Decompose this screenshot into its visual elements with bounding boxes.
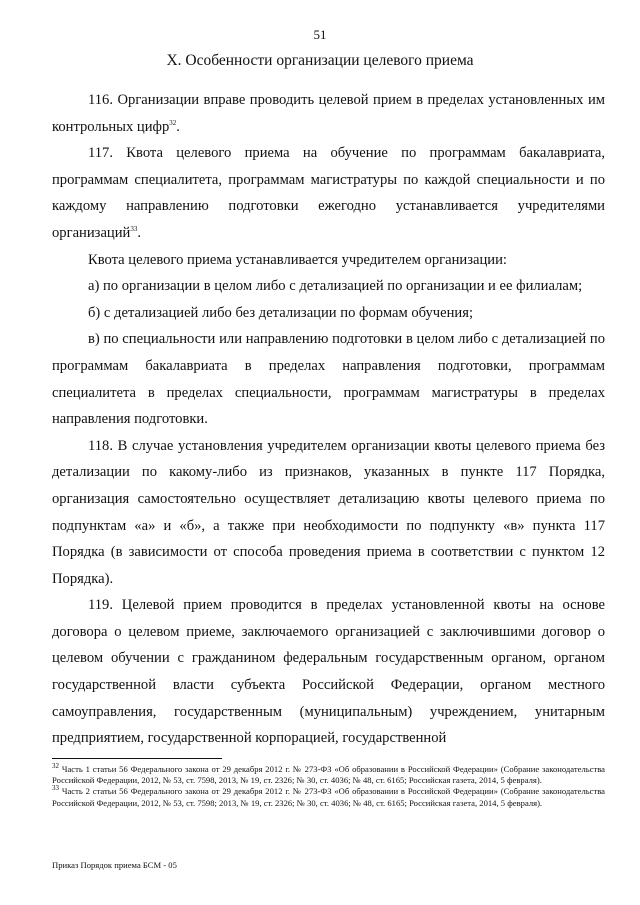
footnote-mark: 32 — [52, 762, 59, 771]
footnote: $^{32}$ Часть 1 статьи 56 Федерального закона от 29 декабря 2012 г. № 273-ФЗ «Об образовании в Российской Федерации» (Собрание законодательства Российской Федерации, 2012, № 53, ст. 7598, 2013, № 19, ст. 2326; № 30, ст. 4036; № 48, ст. 6165; Российская газета, 2014, 5 февраля). — [52, 762, 605, 786]
paragraph-item-a: а) по организации в целом либо с детализацией по организации и ее филиалам; — [88, 278, 583, 295]
footnote-divider — [52, 758, 222, 759]
footnote: $^{33}$ Часть 2 статьи 56 Федерального закона от 29 декабря 2012 г. № 273-ФЗ «Об образовании в Российской Федерации» (Собрание законодательства Российской Федерации, 2012, № 53, ст. 7598; 2013, № 19, ст. 2326; № 30, ст. 4036; № 48, ст. 6165; Российская газета, 2014, 5 февраля). — [52, 784, 605, 808]
footnote-mark: 33 — [52, 784, 59, 793]
paragraph-117: 117. Квота целевого приема на обучение по программам бакалавриата, программам специалитета, программам магистратуры по каждой специальности и по каждому направлению подготовки ежегодно устанавливается учредителями организаций$^{33}$. — [52, 145, 605, 241]
document-body — [52, 87, 605, 752]
page-footer: Приказ Порядок приема БСМ - 05 — [52, 860, 177, 870]
paragraph-item-b: б) с детализацией либо без детализации по формам обучения; — [88, 304, 474, 321]
footnote-ref[interactable]: 33 — [130, 225, 138, 234]
paragraph-116: 116. Организации вправе проводить целевой прием в пределах установленных им контрольных цифр$^{32}$. — [52, 92, 605, 135]
footnotes — [52, 764, 605, 809]
page-number: 51 — [313, 27, 327, 42]
paragraph-118: 118. В случае установления учредителем организации квоты целевого приема без детализации по какому-либо из признаков, указанных в пункте 117 Порядка, организация самостоятельно осуществляет детализацию квоты целевого приема по подпунктам «а» и «б», а также при необходимости по подпункту «в» пункта 117 Порядка (в зависимости от способа проведения приема в соответствии с пунктом 12 Порядка). — [52, 437, 605, 587]
footnote-ref[interactable]: 32 — [169, 118, 177, 127]
paragraph-item-v: в) по специальности или направлению подготовки в целом либо с детализацией по программам бакалавриата в пределах направления подготовки, программам специалитета в пределах специальности, программам магистратуры в пределах направления подготовки. — [52, 331, 605, 428]
paragraph-119: 119. Целевой прием проводится в пределах установленной квоты на основе договора о целевом приеме, заключаемого организацией с заключившими договор о целевом обучении с гражданином федеральным государственным органом, органом государственной власти субъекта Российской Федерации, органом местного самоуправления, государственным (муниципальным) учреждением, унитарным предприятием, государственной корпорацией, государственной — [52, 597, 605, 747]
paragraph-quota-intro: Квота целевого приема устанавливается учредителем организации: — [88, 251, 507, 268]
section-title: X. Особенности организации целевого приема — [166, 52, 474, 69]
